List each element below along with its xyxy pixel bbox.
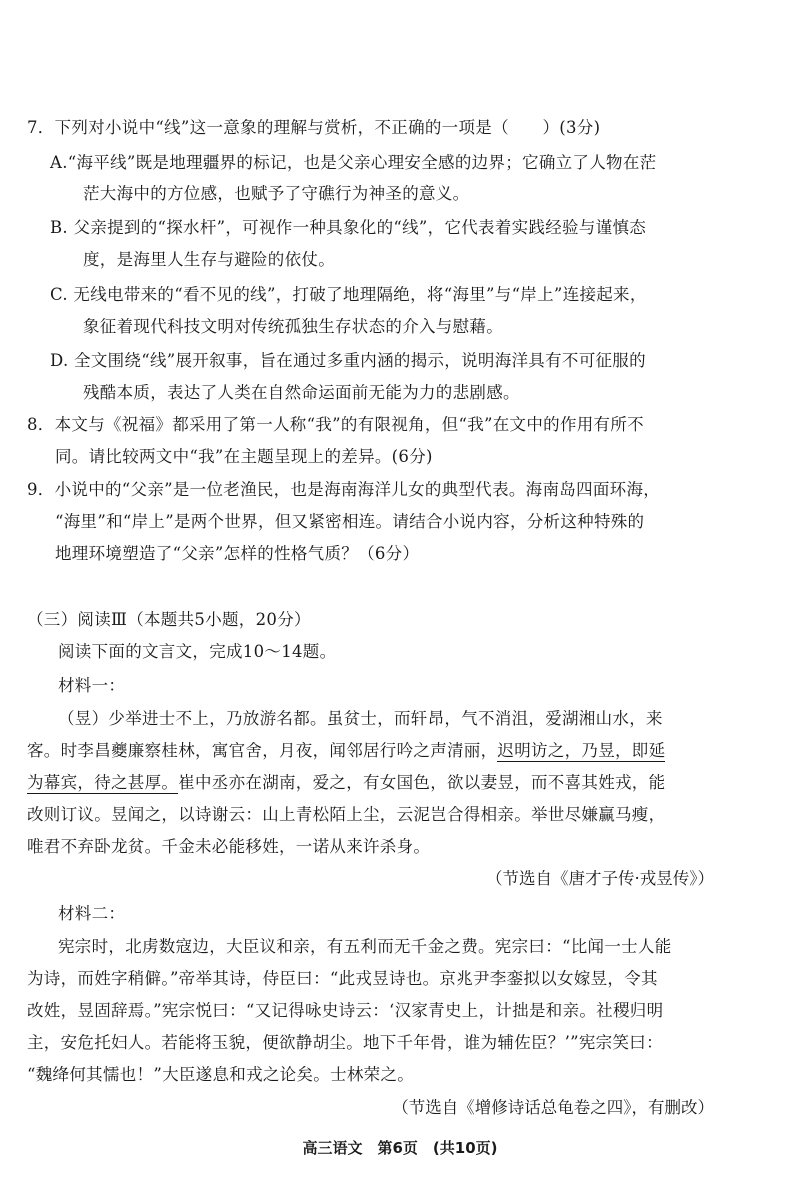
q7-option-d-line2: 残酷本质，表达了人类在自然命运面前无能为力的悲剧感。 <box>83 383 520 402</box>
material1-underlined-sentence-part1: 迟明访之，乃昱，即延 <box>497 741 666 760</box>
q7-option-b-line2: 度，是海里人生存与避险的依仗。 <box>83 250 335 269</box>
material1-source: （节选自《唐才子传·戎昱传》） <box>486 869 714 888</box>
q7-option-a-line2: 茫大海中的方位感，也赋予了守礁行为神圣的意义。 <box>83 184 470 203</box>
material1-line3 <box>27 773 665 793</box>
material1-line5: 唯君不弃卧龙贫。千金未必能移姓，一诺从来许杀身。 <box>27 837 431 856</box>
q8-line1: 8．本文与《祝福》都采用了第一人称“我”的有限视角，但“我”在文中的作用有所不 <box>27 415 644 434</box>
material2-label: 材料二： <box>58 904 126 923</box>
q7-option-c-line2: 象征着现代科技文明对传统孤独生存状态的介入与慰藉。 <box>83 317 503 336</box>
material1-line3-text: 崔中丞亦在湖南，爱之，有女国色，欲以妻昱，而不喜其姓戎，能 <box>178 773 666 792</box>
q7-option-b-line1: B. 父亲提到的“探水杆”，可视作一种具象化的“线”，它代表着实践经验与谨慎态 <box>50 218 647 237</box>
q7-stem: 7．下列对小说中“线”这一意象的理解与赏析，不正确的一项是（ ）(3分) <box>27 118 601 137</box>
material2-line5: “魏绛何其懦也！”大臣遂息和戎之论矣。士林荣之。 <box>27 1065 415 1084</box>
q7-option-a-line1: A.“海平线”既是地理疆界的标记，也是父亲心理安全感的边界；它确立了人物在茫 <box>50 153 657 172</box>
material1-underlined-sentence-part2: 为幕宾，待之甚厚。 <box>27 773 179 792</box>
section3-heading: （三）阅读Ⅲ（本题共5小题，20分） <box>27 610 311 629</box>
q8-line2: 同。请比较两文中“我”在主题呈现上的差异。(6分) <box>55 447 433 466</box>
material2-line3: 改姓，昱固辞焉。”宪宗悦曰：“又记得咏史诗云：‘汉家青史上，计拙是和亲。社稷归明 <box>27 1001 664 1020</box>
q9-line3: 地理环境塑造了“父亲”怎样的性格气质？（6分） <box>55 544 420 563</box>
material2-source: （节选自《增修诗话总龟卷之四》，有删改） <box>392 1098 714 1117</box>
material2-line4: 主，安危托妇人。若能将玉貌，便欲静胡尘。地下千年骨，谁为辅佐臣？’”宪宗笑曰： <box>27 1033 663 1052</box>
section3-instruction: 阅读下面的文言文，完成10～14题。 <box>58 642 337 661</box>
page-footer: 高三语文 第6页 (共10页) <box>302 1139 498 1157</box>
material1-line1: （昱）少举进士不上，乃放游名都。虽贫士，而轩昂，气不消沮，爱湖湘山水，来 <box>58 709 663 728</box>
q7-option-c-line1: C. 无线电带来的“看不见的线”，打破了地理隔绝，将“海里”与“岸上”连接起来， <box>50 285 647 304</box>
material1-line2-text: 客。时李昌夔廉察桂林，寓官舍，月夜，闻邻居行吟之声清丽， <box>27 741 498 760</box>
material1-label: 材料一： <box>58 676 126 695</box>
material1-line2 <box>27 741 665 761</box>
q9-line1: 9．小说中的“父亲”是一位老渔民，也是海南海洋儿女的典型代表。海南岛四面环海， <box>27 480 661 499</box>
material1-line4: 改则订议。昱闻之，以诗谢云：山上青松陌上尘，云泥岂合得相亲。举世尽嫌赢马瘦， <box>27 805 666 824</box>
material2-line2: 为诗，而姓字稍僻。”帝举其诗，侍臣曰：“此戎昱诗也。京兆尹李銮拟以女嫁昱，令其 <box>27 969 658 988</box>
q9-line2: “海里”和“岸上”是两个世界，但又紧密相连。请结合小说内容，分析这种特殊的 <box>55 512 645 531</box>
material2-line1: 宪宗时，北虏数寇边，大臣议和亲，有五利而无千金之费。宪宗曰：“比闻一士人能 <box>58 937 672 956</box>
q7-option-d-line1: D. 全文围绕“线”展开叙事，旨在通过多重内涵的揭示，说明海洋具有不可征服的 <box>50 351 646 370</box>
